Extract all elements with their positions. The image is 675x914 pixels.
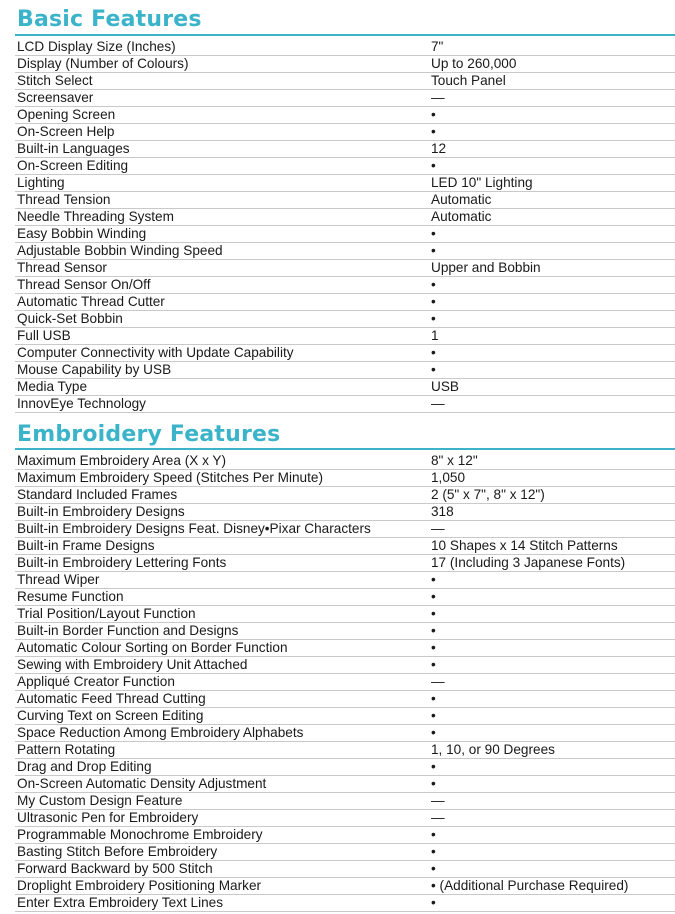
table-row <box>15 674 675 691</box>
feature-value: 318 <box>431 504 454 519</box>
feature-label: InnovEye Technology <box>17 396 146 411</box>
feature-label: Basting Stitch Before Embroidery <box>17 844 218 859</box>
feature-label: Curving Text on Screen Editing <box>17 708 204 723</box>
table-row <box>15 606 675 623</box>
table-row <box>15 657 675 674</box>
feature-value: • (Additional Purchase Required) <box>431 878 629 893</box>
table-row <box>15 725 675 742</box>
feature-label: Built-in Frame Designs <box>17 538 155 553</box>
table-row <box>15 810 675 827</box>
feature-value: • <box>431 572 436 587</box>
table-row <box>15 39 675 56</box>
feature-value: • <box>431 895 436 910</box>
feature-label: My Custom Design Feature <box>17 793 183 808</box>
feature-value: 12 <box>431 141 447 156</box>
feature-value: • <box>431 345 436 360</box>
feature-label: On-Screen Automatic Density Adjustment <box>17 776 267 791</box>
feature-label: Forward Backward by 500 Stitch <box>17 861 213 876</box>
feature-label: LCD Display Size (Inches) <box>17 39 176 54</box>
table-row <box>15 277 675 294</box>
table-row <box>15 861 675 878</box>
basic-features-table <box>15 39 675 413</box>
table-row <box>15 260 675 277</box>
feature-value: • <box>431 294 436 309</box>
feature-value: 1, 10, or 90 Degrees <box>431 742 555 757</box>
feature-label: Pattern Rotating <box>17 742 116 757</box>
feature-label: Droplight Embroidery Positioning Marker <box>17 878 262 893</box>
table-row <box>15 640 675 657</box>
table-row <box>15 555 675 572</box>
table-row <box>15 175 675 192</box>
feature-label: Thread Wiper <box>17 572 100 587</box>
table-row <box>15 345 675 362</box>
feature-label: Full USB <box>17 328 71 343</box>
feature-value: Automatic <box>431 192 492 207</box>
feature-label: Maximum Embroidery Area (X x Y) <box>17 453 226 468</box>
feature-value: • <box>431 606 436 621</box>
feature-value: 17 (Including 3 Japanese Fonts) <box>431 555 626 570</box>
embroidery-features-rule <box>15 448 675 450</box>
feature-label: Built-in Languages <box>17 141 130 156</box>
feature-value: • <box>431 708 436 723</box>
feature-value: — <box>431 810 445 825</box>
table-row <box>15 878 675 895</box>
table-row <box>15 487 675 504</box>
feature-label: Built-in Border Function and Designs <box>17 623 239 638</box>
feature-label: Programmable Monochrome Embroidery <box>17 827 263 842</box>
table-row <box>15 362 675 379</box>
embroidery-features-table <box>15 453 675 912</box>
feature-label: Needle Threading System <box>17 209 174 224</box>
table-row <box>15 107 675 124</box>
table-row <box>15 453 675 470</box>
feature-value: • <box>431 827 436 842</box>
feature-value: — <box>431 90 445 105</box>
table-row <box>15 311 675 328</box>
feature-label: Trial Position/Layout Function <box>17 606 196 621</box>
feature-value: — <box>431 793 445 808</box>
feature-value: 2 (5" x 7", 8" x 12") <box>431 487 545 502</box>
table-row <box>15 776 675 793</box>
feature-label: Automatic Feed Thread Cutting <box>17 691 206 706</box>
feature-label: Automatic Colour Sorting on Border Function <box>17 640 288 655</box>
feature-value: 1 <box>431 328 439 343</box>
table-row <box>15 572 675 589</box>
feature-value: • <box>431 844 436 859</box>
table-row <box>15 470 675 487</box>
feature-value: • <box>431 589 436 604</box>
feature-label: Thread Sensor On/Off <box>17 277 151 292</box>
table-row <box>15 328 675 345</box>
feature-label: Adjustable Bobbin Winding Speed <box>17 243 223 258</box>
feature-value: • <box>431 640 436 655</box>
table-row <box>15 141 675 158</box>
feature-label: Built-in Embroidery Designs Feat. Disney•Pixar Characters <box>17 521 371 536</box>
table-row <box>15 226 675 243</box>
feature-value: 10 Shapes x 14 Stitch Patterns <box>431 538 618 553</box>
table-row <box>15 827 675 844</box>
table-row <box>15 124 675 141</box>
feature-value: 7" <box>431 39 444 54</box>
feature-value: • <box>431 623 436 638</box>
feature-value: • <box>431 158 436 173</box>
feature-value: • <box>431 226 436 241</box>
feature-label: Drag and Drop Editing <box>17 759 152 774</box>
feature-label: Computer Connectivity with Update Capability <box>17 345 294 360</box>
feature-label: Thread Tension <box>17 192 111 207</box>
feature-label: On-Screen Editing <box>17 158 129 173</box>
table-row <box>15 158 675 175</box>
feature-value: • <box>431 861 436 876</box>
feature-label: Standard Included Frames <box>17 487 178 502</box>
feature-value: USB <box>431 379 459 394</box>
feature-label: Enter Extra Embroidery Text Lines <box>17 895 224 910</box>
table-row <box>15 589 675 606</box>
feature-label: Built-in Embroidery Designs <box>17 504 185 519</box>
table-row <box>15 895 675 912</box>
feature-label: Screensaver <box>17 90 94 105</box>
feature-value: — <box>431 396 445 411</box>
feature-value: — <box>431 521 445 536</box>
feature-value: • <box>431 776 436 791</box>
table-row <box>15 396 675 413</box>
table-row <box>15 691 675 708</box>
feature-value: • <box>431 691 436 706</box>
feature-value: • <box>431 725 436 740</box>
feature-value: LED 10" Lighting <box>431 175 533 190</box>
feature-value: Touch Panel <box>431 73 506 88</box>
feature-value: • <box>431 277 436 292</box>
table-row <box>15 844 675 861</box>
feature-value: • <box>431 243 436 258</box>
table-row <box>15 623 675 640</box>
feature-label: Easy Bobbin Winding <box>17 226 147 241</box>
feature-value: • <box>431 311 436 326</box>
feature-label: Display (Number of Colours) <box>17 56 189 71</box>
table-row <box>15 708 675 725</box>
feature-value: Automatic <box>431 209 492 224</box>
feature-value: Up to 260,000 <box>431 56 517 71</box>
feature-value: — <box>431 674 445 689</box>
feature-label: Maximum Embroidery Speed (Stitches Per Minute) <box>17 470 323 485</box>
feature-value: 1,050 <box>431 470 466 485</box>
feature-label: Appliqué Creator Function <box>17 674 175 689</box>
table-row <box>15 294 675 311</box>
table-row <box>15 538 675 555</box>
table-row <box>15 793 675 810</box>
feature-label: Ultrasonic Pen for Embroidery <box>17 810 199 825</box>
feature-label: On-Screen Help <box>17 124 115 139</box>
feature-label: Resume Function <box>17 589 124 604</box>
table-row <box>15 521 675 538</box>
feature-value: • <box>431 362 436 377</box>
feature-label: Quick-Set Bobbin <box>17 311 123 326</box>
feature-label: Thread Sensor <box>17 260 107 275</box>
feature-label: Lighting <box>17 175 65 190</box>
table-row <box>15 73 675 90</box>
feature-label: Media Type <box>17 379 88 394</box>
feature-value: • <box>431 124 436 139</box>
feature-label: Opening Screen <box>17 107 116 122</box>
table-row <box>15 504 675 521</box>
feature-value: 8" x 12" <box>431 453 478 468</box>
feature-value: Upper and Bobbin <box>431 260 541 275</box>
feature-value: • <box>431 107 436 122</box>
feature-label: Sewing with Embroidery Unit Attached <box>17 657 248 672</box>
feature-value: • <box>431 657 436 672</box>
table-row <box>15 379 675 396</box>
table-row <box>15 243 675 260</box>
table-row <box>15 192 675 209</box>
feature-label: Mouse Capability by USB <box>17 362 172 377</box>
feature-label: Space Reduction Among Embroidery Alphabets <box>17 725 304 740</box>
feature-value: • <box>431 759 436 774</box>
table-row <box>15 90 675 107</box>
table-row <box>15 56 675 73</box>
basic-features-title: Basic Features <box>17 7 202 32</box>
table-row <box>15 209 675 226</box>
feature-label: Automatic Thread Cutter <box>17 294 165 309</box>
basic-features-rule <box>15 34 675 36</box>
feature-label: Stitch Select <box>17 73 93 88</box>
feature-label: Built-in Embroidery Lettering Fonts <box>17 555 227 570</box>
embroidery-features-title: Embroidery Features <box>17 422 281 447</box>
table-row <box>15 742 675 759</box>
table-row <box>15 759 675 776</box>
